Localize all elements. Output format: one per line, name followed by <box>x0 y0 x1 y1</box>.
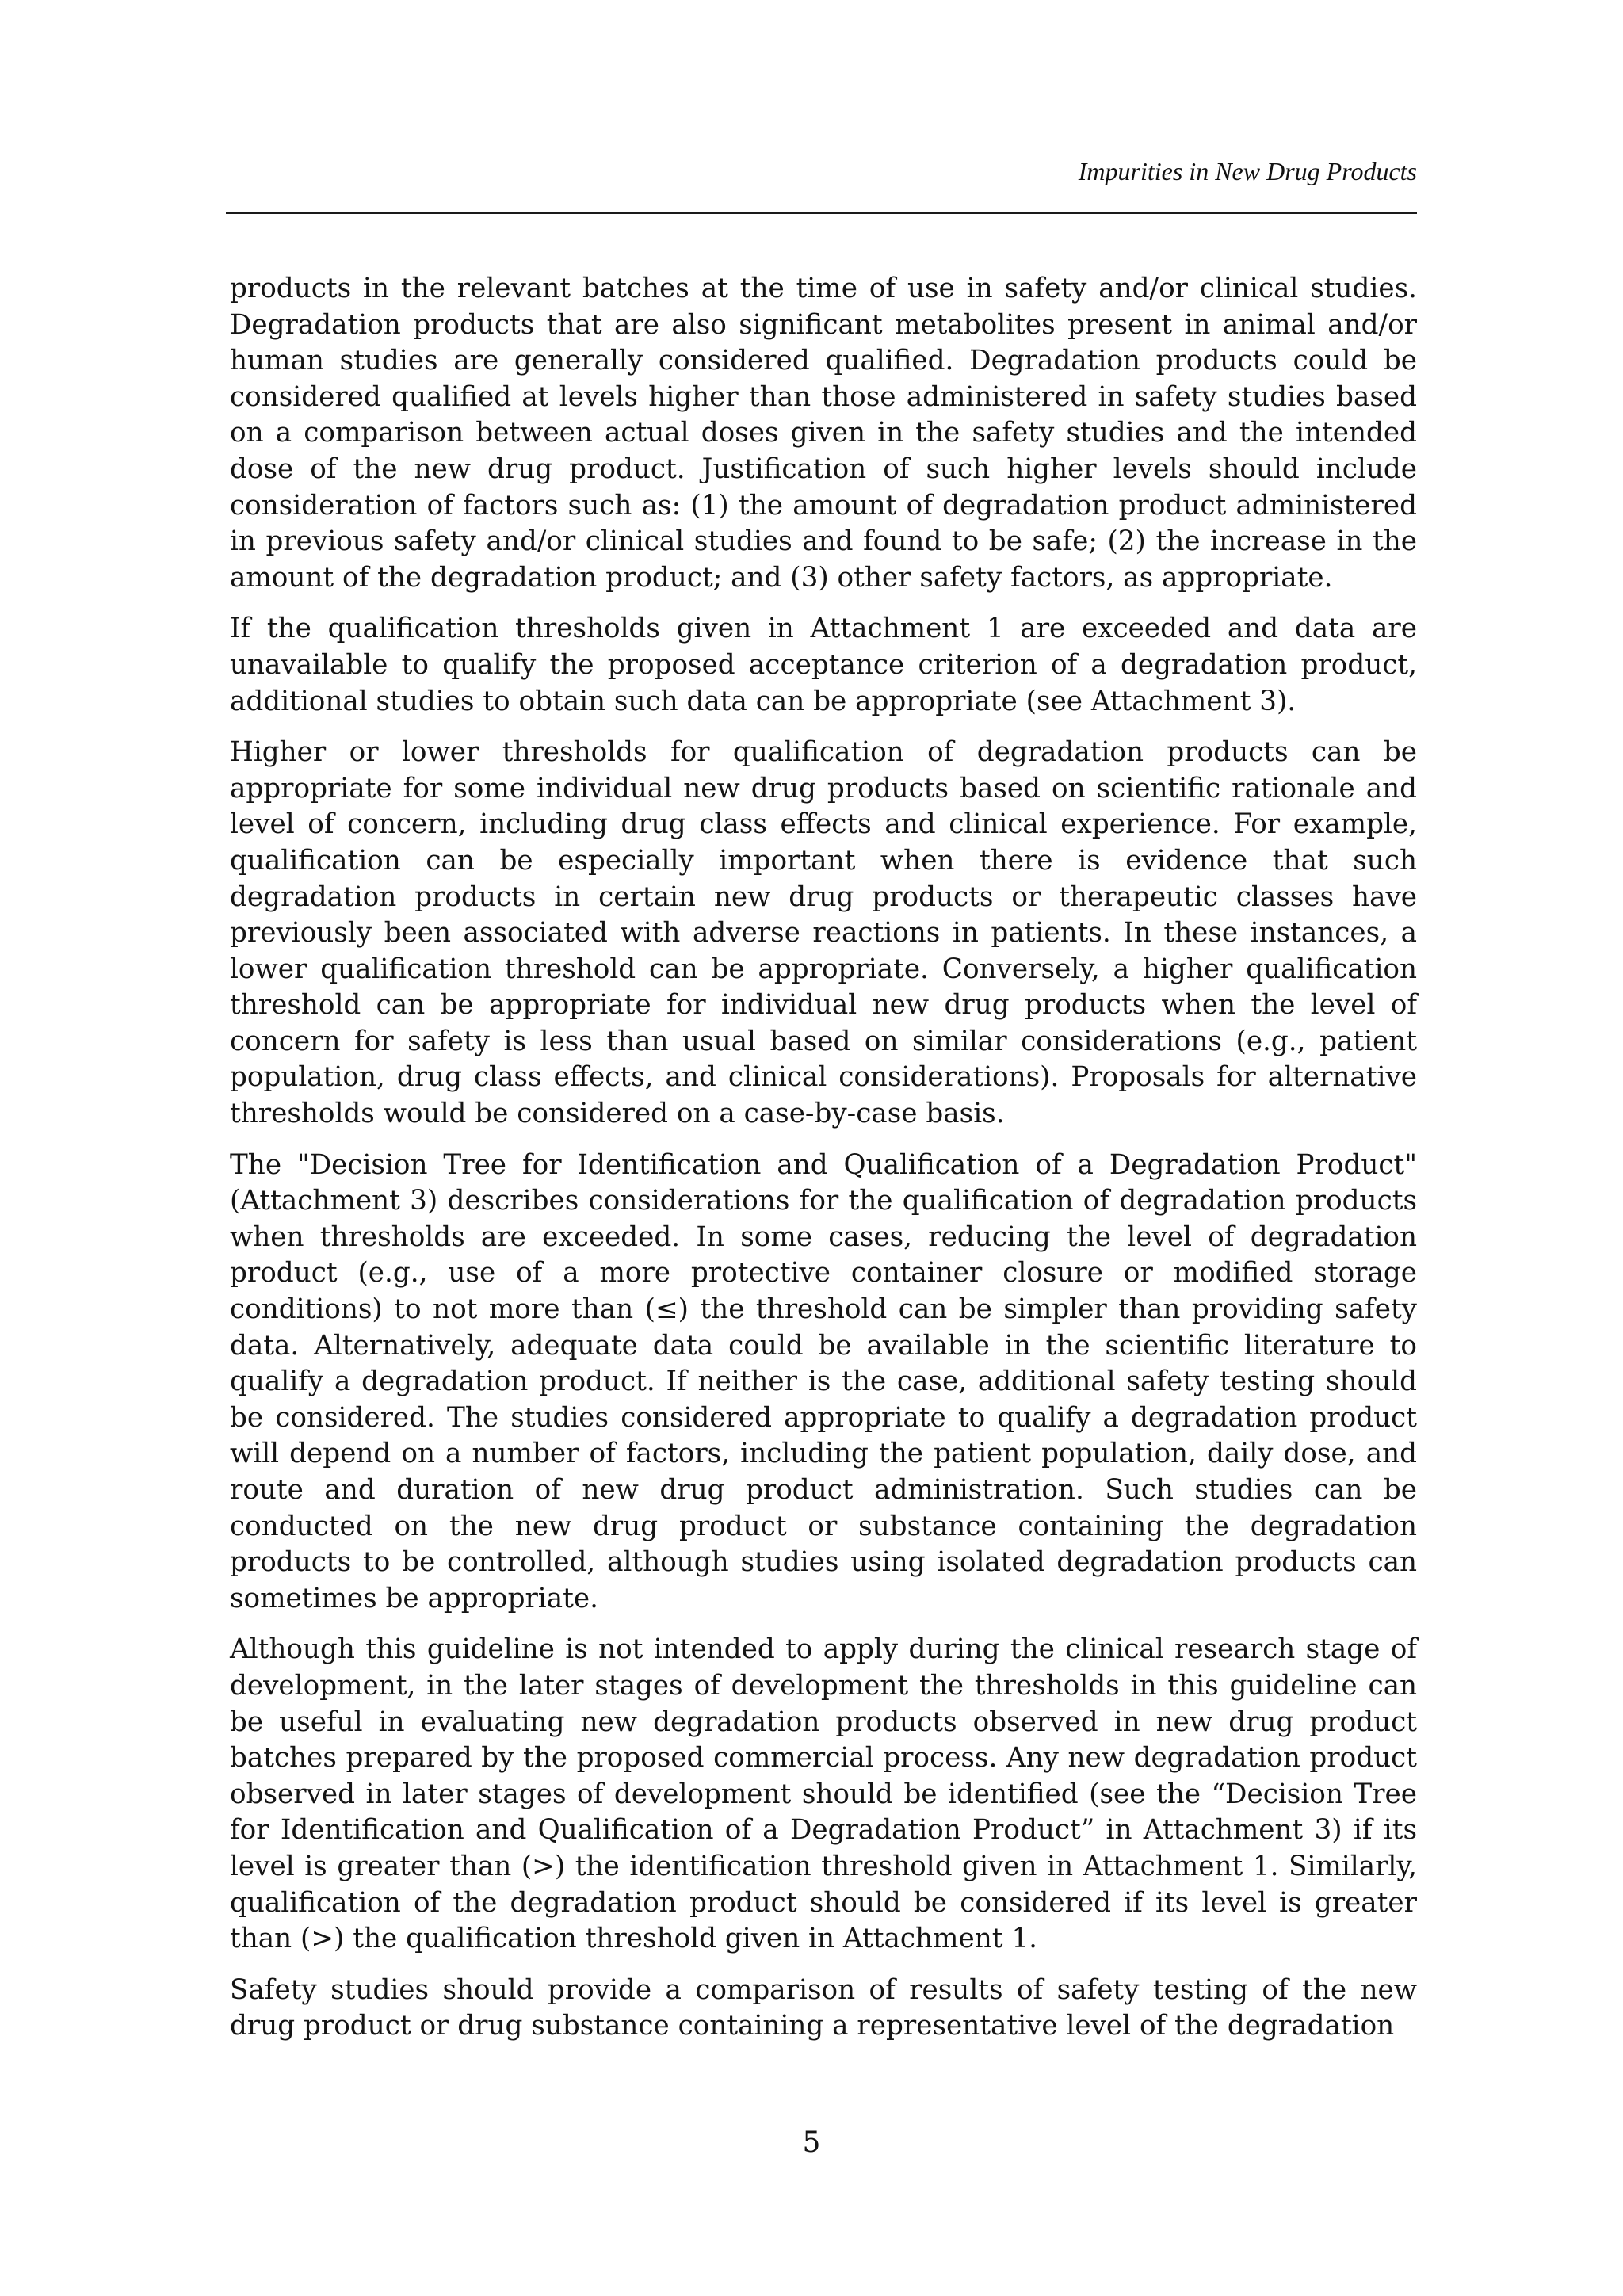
body-text <box>230 271 1417 2060</box>
paragraph: Safety studies should provide a comparison of results of safety testing of the new drug product or drug substance containing a representative level of the degradation <box>230 1973 1417 2042</box>
paragraph: The "Decision Tree for Identification and Qualification of a Degradation Product" (Attachment 3) describes considerations for the qualification of degradation products when thresholds are exceeded. In some cases, reducing the level of degradation product (e.g., use of a more protective container closure or modified storage conditions) to not more than (≤) the threshold can be simpler than providing safety data. Alternatively, adequate data could be available in the scientific literature to qualify a degradation product. If neither is the case, additional safety testing should be considered. The studies considered appropriate to qualify a degradation product will depend on a number of factors, including the patient population, daily dose, and route and duration of new drug product administration. Such studies can be conducted on the new drug product or substance containing the degradation products to be controlled, although studies using isolated degradation products can sometimes be appropriate. <box>230 1148 1417 1614</box>
running-header: Impurities in New Drug Products <box>1078 157 1417 185</box>
header-rule <box>226 212 1417 214</box>
paragraph: Higher or lower thresholds for qualification of degradation products can be appropriate for some individual new drug products based on scientific rationale and level of concern, including drug class effects and clinical experience. For example, qualification can be especially important when there is evidence that such degradation products in certain new drug products or therapeutic classes have previously been associated with adverse reactions in patients. In these instances, a lower qualification threshold can be appropriate. Conversely, a higher qualification threshold can be appropriate for individual new drug products when the level of concern for safety is less than usual based on similar considerations (e.g., patient population, drug class effects, and clinical considerations). Proposals for alternative thresholds would be considered on a case-by-case basis. <box>230 736 1417 1130</box>
page-number: 5 <box>802 2126 821 2159</box>
paragraph: If the qualification thresholds given in Attachment 1 are exceeded and data are unavailable to qualify the proposed acceptance criterion of a degradation product, additional studies to obtain such data can be appropriate (see Attachment 3). <box>230 613 1417 717</box>
paragraph: products in the relevant batches at the time of use in safety and/or clinical studies. Degradation products that are also significant metabolites present in animal and/or human studies are generally considered qualified. Degradation products could be considered qualified at levels higher than those administered in safety studies based on a comparison between actual doses given in the safety studies and the intended dose of the new drug product. Justification of such higher levels should include consideration of factors such as: (1) the amount of degradation product administered in previous safety and/or clinical studies and found to be safe; (2) the increase in the amount of the degradation product; and (3) other safety factors, as appropriate. <box>230 273 1417 594</box>
paragraph: Although this guideline is not intended to apply during the clinical research stage of development, in the later stages of development the thresholds in this guideline can be useful in evaluating new degradation products observed in new drug product batches prepared by the proposed commercial process. Any new degradation product observed in later stages of development should be identified (see the “Decision Tree for Identification and Qualification of a Degradation Product” in Attachment 3) if its level is greater than (>) the identification threshold given in Attachment 1. Similarly, qualification of the degradation product should be considered if its level is greater than (>) the qualification threshold given in Attachment 1. <box>230 1633 1417 1955</box>
